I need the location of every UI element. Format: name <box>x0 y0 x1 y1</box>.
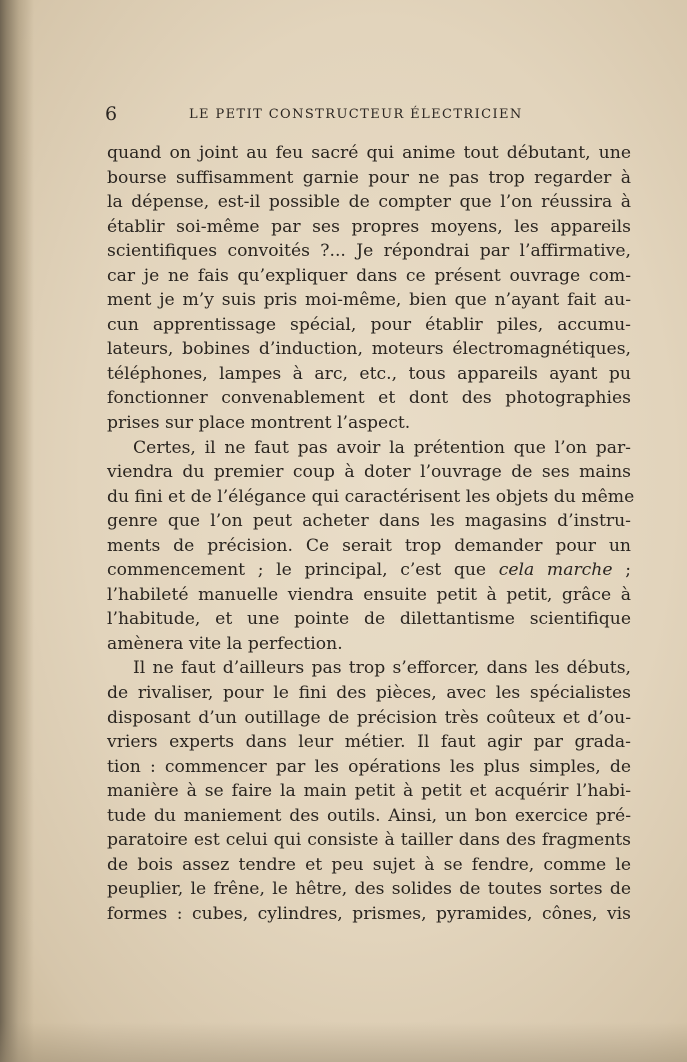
page-number: 6 <box>105 103 118 125</box>
text-line: lateurs, bobines d’induction, moteurs électromagnétiques, <box>107 339 631 360</box>
body-text <box>107 141 635 927</box>
text-line: bourse suffisamment garnie pour ne pas trop regarder à <box>107 167 631 188</box>
text-line: vriers experts dans leur métier. Il faut agir par grada- <box>107 732 631 753</box>
text-line: ment je m’y suis pris moi-même, bien que n’ayant fait au- <box>107 290 631 311</box>
paragraph-end-line: prises sur place montrent l’aspect. <box>107 413 411 434</box>
text-line: de bois assez tendre et peu sujet à se fendre, comme le <box>107 854 631 875</box>
text-line: la dépense, est-il possible de compter que l’on réussira à <box>107 192 631 213</box>
text-line: disposant d’un outillage de précision très coûteux et d’ou- <box>107 707 631 728</box>
text-line: l’habitude, et une pointe de dilettantisme scientifique <box>107 609 631 630</box>
text-line: cun apprentissage spécial, pour établir piles, accumu- <box>107 314 631 335</box>
text-line: paratoire est celui qui consiste à tailler dans des fragments <box>107 830 631 851</box>
text-line: établir soi-même par ses propres moyens, les appareils <box>107 216 631 237</box>
paragraph-end-line: amènera vite la perfection. <box>107 633 343 654</box>
text-line: téléphones, lampes à arc, etc., tous appareils ayant pu <box>107 363 631 384</box>
text-line: genre que l’on peut acheter dans les magasins d’instru- <box>107 511 631 532</box>
text-line: car je ne fais qu’expliquer dans ce présent ouvrage com- <box>107 265 631 286</box>
text-line: quand on joint au feu sacré qui anime tout débutant, une <box>107 143 631 163</box>
text-line: l’habileté manuelle viendra ensuite petit à petit, grâce à <box>107 584 631 605</box>
text-line: ments de précision. Ce serait trop demander pour un <box>107 535 631 556</box>
text-line: de rivaliser, pour le fini des pièces, avec les spécialistes <box>107 683 631 704</box>
running-head <box>105 103 635 129</box>
text-line: tude du maniement des outils. Ainsi, un bon exercice pré- <box>107 805 631 826</box>
text-line: tion : commencer par les opérations les plus simples, de <box>107 756 631 777</box>
text-line: manière à se faire la main petit à petit et acquérir l’habi- <box>107 781 631 802</box>
text-line-with-italic <box>107 558 631 583</box>
paragraph-start-line: Certes, il ne faut pas avoir la prétention que l’on par- <box>133 437 631 458</box>
text-line: du fini et de l’élégance qui caractérisent les objets du même <box>107 486 635 507</box>
text-line: peuplier, le frêne, le hêtre, des solides de toutes sortes de <box>107 879 631 900</box>
text-line: viendra du premier coup à doter l’ouvrage de ses mains <box>107 462 631 483</box>
text-segment: commencement ; le principal, c’est que <box>107 560 499 581</box>
paragraph-start-line: Il ne faut d’ailleurs pas trop s’efforcer, dans les débuts, <box>133 658 631 679</box>
text-line: formes : cubes, cylindres, prismes, pyramides, cônes, vis <box>107 903 631 924</box>
running-title: LE PETIT CONSTRUCTEUR ÉLECTRICIEN <box>189 107 523 122</box>
text-line: fonctionner convenablement et dont des photographies <box>107 388 631 409</box>
italic-phrase: cela marche <box>498 560 613 581</box>
text-segment: ; <box>612 560 631 581</box>
text-line: scientifiques convoités ?... Je répondrai par l’affirmative, <box>107 241 631 262</box>
